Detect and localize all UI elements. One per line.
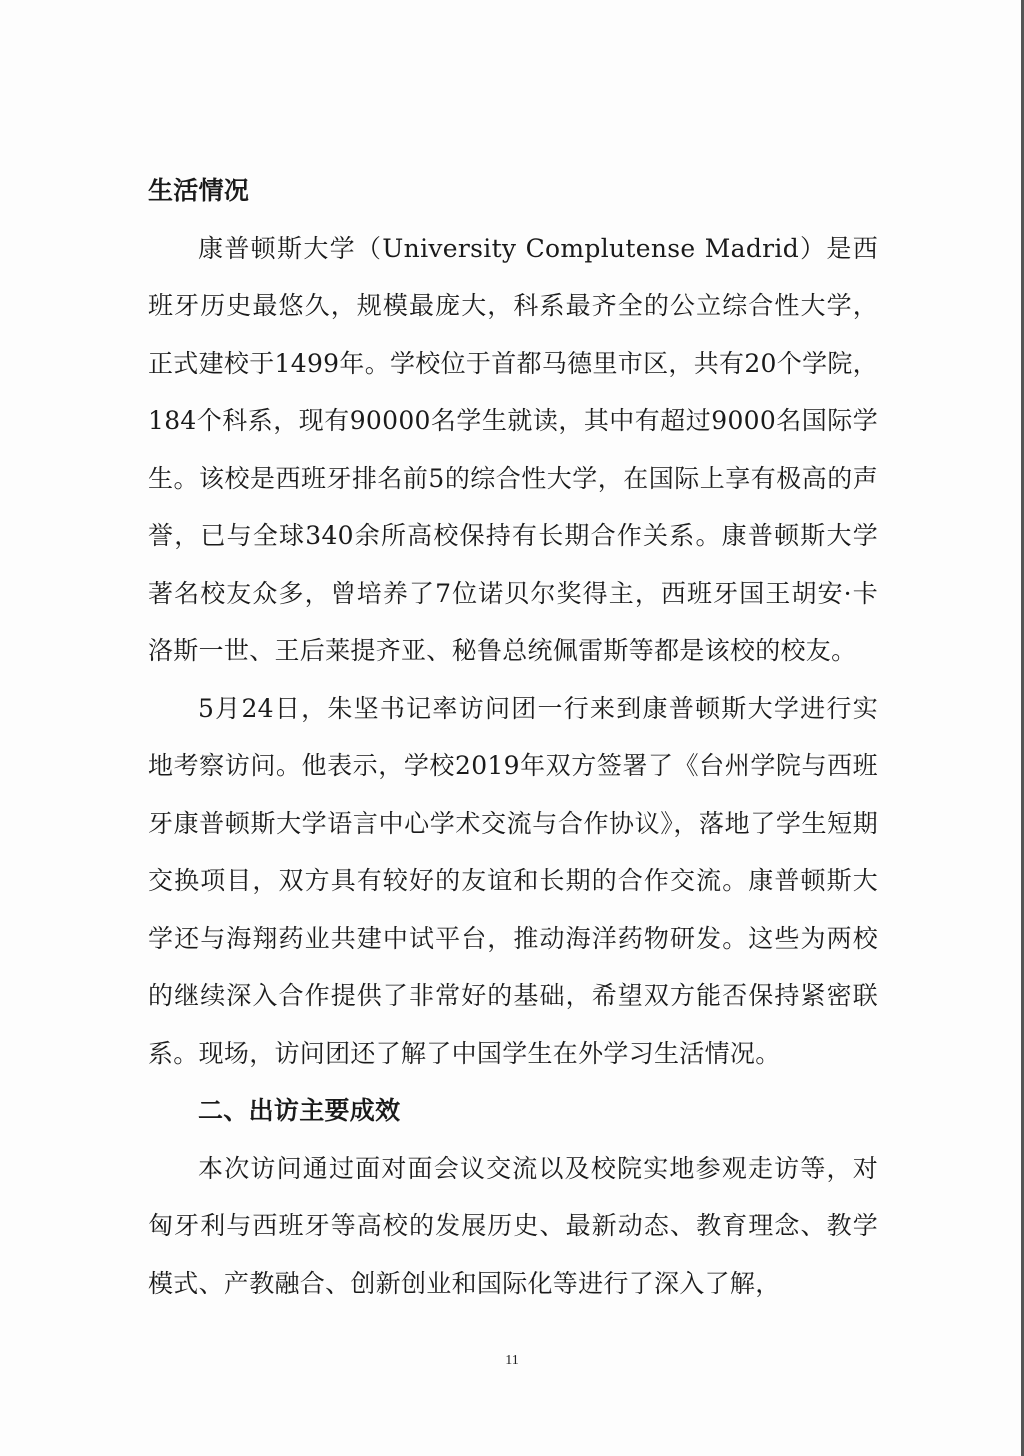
paragraph-visit: 5月24日，朱坚书记率访问团一行来到康普顿斯大学进行实地考察访问。他表示，学校2019年双方签署了《台州学院与西班牙康普顿斯大学语言中心学术交流与合作协议》，落地了学生短期交换项目，双方具有较好的友谊和长期的合作交流。康普顿斯大学还与海翔药业共建中试平台，推动海洋药物研发。这些为两校的继续深入合作提供了非常好的基础，希望双方能否保持紧密联系。现场，访问团还了解了中国学生在外学习生活情况。 [148,693,878,1068]
page-number: 11 [505,1353,519,1368]
paragraph-results: 本次访问通过面对面会议交流以及校院实地参观走访等，对匈牙利与西班牙等高校的发展历史、最新动态、教育理念、教学模式、产教融合、创新创业和国际化等进行了深入了解， [148,1153,878,1298]
section-title: 生活情况 [148,176,250,205]
paragraph-university-intro: 康普顿斯大学（University Complutense Madrid）是西班牙历史最悠久，规模最庞大，科系最齐全的公立综合性大学，正式建校于1499年。学校位于首都马德里市区，共有20个学院，184个科系，现有90000名学生就读，其中有超过9000名国际学生。该校是西班牙排名前5的综合性大学，在国际上享有极高的声誉，已与全球340余所高校保持有长期合作关系。康普顿斯大学著名校友众多，曾培养了7位诺贝尔奖得主，西班牙国王胡安·卡洛斯一世、王后莱提齐亚、秘鲁总统佩雷斯等都是该校的校友。 [148,233,878,665]
section2-heading: 二、出访主要成效 [198,1096,401,1125]
document-body [148,162,878,1312]
